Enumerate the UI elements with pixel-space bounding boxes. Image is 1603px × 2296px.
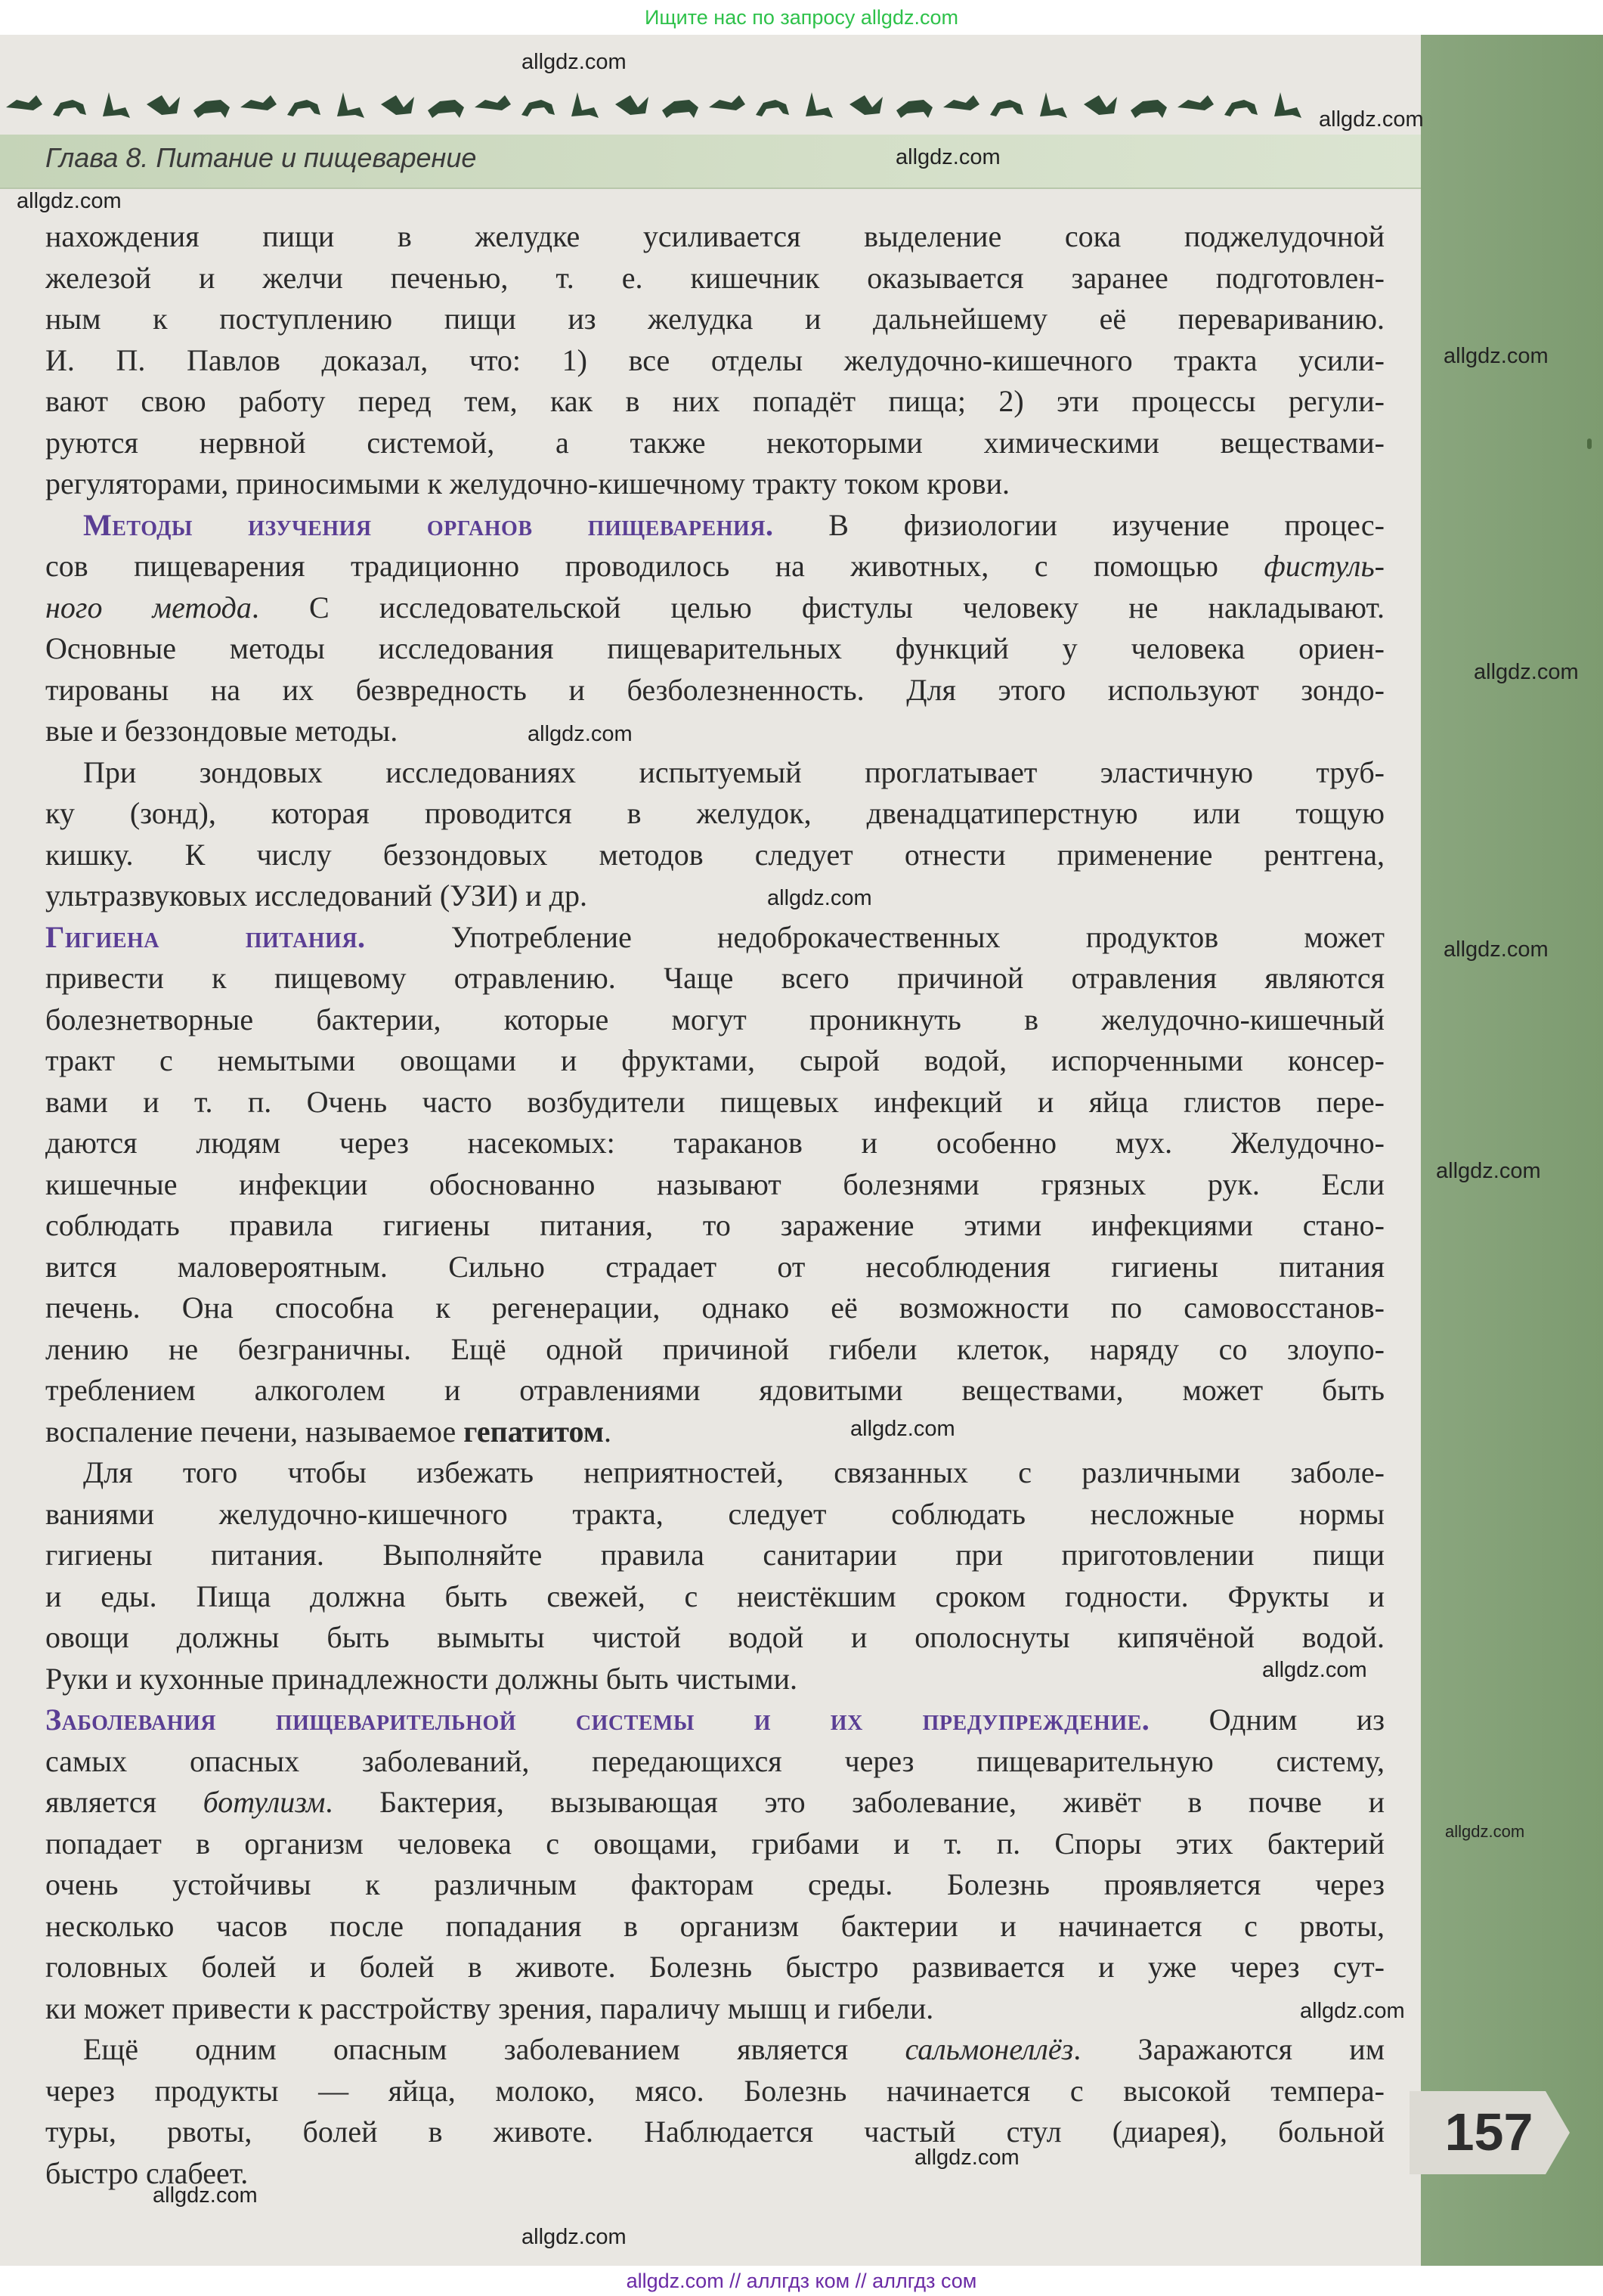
text-line bbox=[45, 546, 1385, 587]
text-line: и еды. Пища должна быть свежей, с неистёкшим сроком годности. Фрукты и bbox=[45, 1579, 1385, 1613]
animal-silhouette-icon bbox=[193, 100, 230, 118]
text-line: Основные методы исследования пищеварительных функций у человека ориен- bbox=[45, 631, 1385, 665]
text-fragment: В физиологии изучение процес- bbox=[828, 507, 1385, 542]
animal-silhouette-icon bbox=[147, 95, 180, 115]
watermark[interactable]: allgdz.com bbox=[850, 1417, 955, 1441]
animal-silhouette-icon bbox=[103, 92, 130, 118]
animal-silhouette-icon bbox=[53, 100, 86, 116]
animal-silhouette-icon bbox=[521, 100, 555, 116]
text-line: Руки и кухонные принадлежности должны быть чистыми. bbox=[45, 1661, 797, 1696]
watermark[interactable]: allgdz.com bbox=[1474, 660, 1579, 684]
text-fragment: . С исследовательской целью фистулы человеку не накладывают. bbox=[251, 590, 1385, 624]
text-line: лению не безграничны. Ещё одной причиной гибели клеток, наряду со злоупо- bbox=[45, 1331, 1385, 1366]
animal-frieze-icon bbox=[0, 73, 1330, 133]
bottom-banner[interactable]: allgdz.com // аллгдз ком // аллгдз сом bbox=[0, 2266, 1603, 2296]
watermark[interactable]: allgdz.com bbox=[914, 2146, 1020, 2170]
animal-silhouette-icon bbox=[615, 95, 648, 115]
section-heading-hygiene: Гигиена питания. bbox=[45, 919, 366, 954]
text-line: печень. Она способна к регенерации, однако её возможности по самовосстанов- bbox=[45, 1291, 1385, 1325]
animal-silhouette-icon bbox=[571, 92, 599, 118]
text-line: Для того чтобы избежать неприятностей, связанных с различными заболе- bbox=[83, 1455, 1385, 1489]
text-line: железой и желчи печенью, т. е. кишечник оказывается заранее подготовлен- bbox=[45, 260, 1385, 295]
text-line: привести к пищевому отравлению. Чаще всего причиной отравления являются bbox=[45, 961, 1385, 995]
text-line: быстро слабеет. bbox=[45, 2155, 249, 2190]
text-line: нахождения пищи в желудке усиливается выделение сока поджелудочной bbox=[45, 219, 1385, 253]
section-line bbox=[45, 1700, 1385, 1741]
spine-mark bbox=[1587, 438, 1592, 449]
text-fragment: Одним из bbox=[1208, 1703, 1385, 1737]
animal-silhouette-icon bbox=[381, 95, 414, 115]
chapter-title: Глава 8. Питание и пищеварение bbox=[45, 142, 477, 173]
animal-silhouette-icon bbox=[756, 100, 789, 116]
text-line: самых опасных заболеваний, передающихся через пищеварительную систему, bbox=[45, 1743, 1385, 1778]
watermark[interactable]: allgdz.com bbox=[1444, 937, 1549, 962]
animal-silhouette-icon bbox=[1177, 95, 1214, 110]
text-line: При зондовых исследованиях испытуемый проглатывает эластичную труб- bbox=[83, 754, 1385, 789]
italic-term: ботулизм bbox=[203, 1785, 326, 1819]
animal-silhouette-icon bbox=[1274, 92, 1301, 118]
text-fragment: сов пищеварения традиционно проводилось на животных, с помощью bbox=[45, 549, 1218, 583]
animal-silhouette-icon bbox=[475, 95, 511, 110]
text-line: тированы на их безвредность и безболезненность. Для этого используют зондо- bbox=[45, 672, 1385, 707]
animal-silhouette-icon bbox=[849, 95, 883, 115]
text-line: ным к поступлению пищи из желудка и дальнейшему её перевариванию. bbox=[45, 302, 1385, 336]
text-line: вами и т. п. Очень часто возбудители пищевых инфекций и яйца глистов пере- bbox=[45, 1084, 1385, 1119]
animal-silhouette-icon bbox=[287, 100, 320, 116]
text-line: несколько часов после попадания в организм бактерии и начинается с рвоты, bbox=[45, 1908, 1385, 1943]
text-line: воспаление печени, называемое гепатитом. bbox=[45, 1414, 611, 1449]
section-line bbox=[45, 505, 1385, 547]
animal-silhouette-icon bbox=[709, 95, 745, 110]
text-fragment: воспаление печени, называемое bbox=[45, 1414, 456, 1449]
italic-term: сальмонеллёз bbox=[905, 2032, 1074, 2066]
text-line: ваниями желудочно-кишечного тракта, следует соблюдать несложные нормы bbox=[45, 1496, 1385, 1531]
animal-silhouette-icon bbox=[1131, 100, 1167, 118]
text-fragment: Употребление недоброкачественных продуктов может bbox=[450, 919, 1385, 954]
text-line: И. П. Павлов доказал, что: 1) все отделы желудочно-кишечного тракта усили- bbox=[45, 342, 1385, 377]
watermark[interactable]: allgdz.com bbox=[17, 189, 122, 213]
watermark[interactable]: allgdz.com bbox=[767, 886, 872, 910]
animal-silhouette-icon bbox=[1040, 92, 1067, 118]
watermark[interactable]: allgdz.com bbox=[153, 2183, 258, 2208]
text-line: головных болей и болей в животе. Болезнь быстро развивается и уже через сут- bbox=[45, 1950, 1385, 1984]
text-line: вые и беззондовые методы. bbox=[45, 714, 398, 748]
text-line: болезнетворные бактерии, которые могут проникнуть в желудочно-кишечный bbox=[45, 1002, 1385, 1036]
text-line: соблюдать правила гигиены питания, то заражение этими инфекциями стано- bbox=[45, 1208, 1385, 1242]
animal-silhouette-icon bbox=[806, 92, 833, 118]
watermark[interactable]: allgdz.com bbox=[1319, 107, 1424, 132]
section-heading-methods: Методы изучения органов пищеварения. bbox=[83, 507, 774, 542]
section-line bbox=[45, 917, 1385, 959]
text-line: попадает в организм человека с овощами, грибами и т. п. Споры этих бактерий bbox=[45, 1826, 1385, 1861]
text-fragment: . Заражаются им bbox=[1073, 2032, 1385, 2066]
animal-silhouette-icon bbox=[1224, 100, 1258, 116]
watermark[interactable]: allgdz.com bbox=[1262, 1658, 1367, 1682]
text-line: ультразвуковых исследований (УЗИ) и др. bbox=[45, 878, 588, 913]
section-heading-diseases: Заболевания пищеварительной системы и их предупреждение. bbox=[45, 1703, 1150, 1737]
animal-silhouette-icon bbox=[1084, 95, 1117, 115]
animal-silhouette-icon bbox=[240, 95, 277, 110]
text-line: очень устойчивы к различным факторам среды. Болезнь проявляется через bbox=[45, 1867, 1385, 1901]
text-fragment: Ещё одним опасным заболеванием является bbox=[83, 2032, 849, 2066]
animal-silhouette-icon bbox=[337, 92, 364, 118]
italic-term: фистуль- bbox=[1264, 549, 1385, 583]
text-line bbox=[45, 1782, 1385, 1823]
animal-silhouette-icon bbox=[6, 95, 42, 110]
animal-silhouette-icon bbox=[990, 100, 1023, 116]
text-line: ки может привести к расстройству зрения, параличу мышц и гибели. bbox=[45, 1991, 934, 2025]
watermark[interactable]: allgdz.com bbox=[1436, 1159, 1541, 1183]
watermark[interactable]: allgdz.com bbox=[896, 145, 1001, 169]
animal-silhouette-icon bbox=[428, 100, 464, 118]
text-line: через продукты — яйца, молоко, мясо. Болезнь начинается с высокой темпера- bbox=[45, 2073, 1385, 2108]
text-line: вится маловероятным. Сильно страдает от несоблюдения гигиены питания bbox=[45, 1249, 1385, 1284]
text-line: кишечные инфекции обоснованно называют болезнями грязных рук. Если bbox=[45, 1167, 1385, 1201]
italic-term: ного метода bbox=[45, 590, 252, 624]
text-line bbox=[45, 587, 1385, 629]
watermark[interactable]: allgdz.com bbox=[521, 2225, 627, 2249]
text-line bbox=[45, 2029, 1385, 2071]
animal-silhouette-icon bbox=[896, 100, 933, 118]
text-line: регуляторами, приносимыми к желудочно-кишечному тракту током крови. bbox=[45, 466, 1010, 500]
watermark[interactable]: allgdz.com bbox=[1300, 1999, 1405, 2023]
animal-silhouette-icon bbox=[662, 100, 698, 118]
animal-silhouette-icon bbox=[943, 95, 979, 110]
text-fragment: является bbox=[45, 1785, 156, 1819]
watermark[interactable]: allgdz.com bbox=[521, 50, 627, 74]
green-side-band bbox=[1421, 35, 1603, 2266]
text-line: даются людям через насекомых: тараканов и особенно мух. Желудочно- bbox=[45, 1126, 1385, 1160]
text-line: тракт с немытыми овощами и фруктами, сырой водой, испорченными консер- bbox=[45, 1043, 1385, 1077]
text-line: руются нервной системой, а также некоторыми химическими веществами- bbox=[45, 425, 1385, 460]
text-line: ку (зонд), которая проводится в желудок, двенадцатиперстную или тощую bbox=[45, 796, 1385, 830]
top-banner[interactable]: Ищите нас по запросу allgdz.com bbox=[0, 0, 1603, 35]
text-line: вают свою работу перед тем, как в них попадёт пища; 2) эти процессы регули- bbox=[45, 384, 1385, 418]
text-line: овощи должны быть вымыты чистой водой и ополоснуты кипячёной водой. bbox=[45, 1620, 1385, 1654]
text-line: кишку. К числу беззондовых методов следует отнести применение рентгена, bbox=[45, 837, 1385, 872]
watermark[interactable]: allgdz.com bbox=[528, 722, 633, 746]
watermark[interactable]: allgdz.com bbox=[1444, 344, 1549, 368]
page-number: 157 bbox=[1444, 2102, 1533, 2161]
text-line: гигиены питания. Выполняйте правила санитарии при приготовлении пищи bbox=[45, 1538, 1385, 1572]
text-line: треблением алкоголем и отравлениями ядовитыми веществами, может быть bbox=[45, 1373, 1385, 1407]
text-line: туры, рвоты, болей в животе. Наблюдается частый стул (диарея), больной bbox=[45, 2115, 1385, 2149]
watermark[interactable]: allgdz.com bbox=[1445, 1822, 1525, 1841]
page-body-text bbox=[45, 216, 1385, 2194]
bold-term: гепатитом bbox=[463, 1414, 604, 1449]
text-fragment: . Бактерия, вызывающая это заболевание, живёт в почве и bbox=[325, 1785, 1385, 1819]
